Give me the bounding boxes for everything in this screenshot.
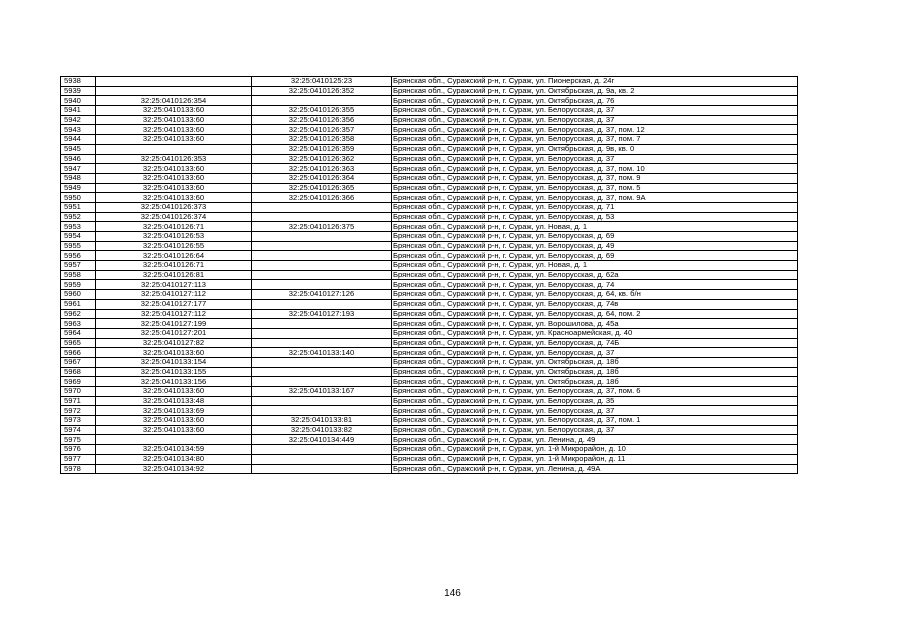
address-cell: Брянская обл., Суражский р-н, г. Сураж, ул. Пионерская, д. 24г bbox=[392, 77, 798, 87]
source-cadastral-number-cell: 32:25:0410126:81 bbox=[96, 270, 252, 280]
cadastral-number-cell bbox=[252, 406, 392, 416]
source-cadastral-number-cell: 32:25:0410133:60 bbox=[96, 193, 252, 203]
source-cadastral-number-cell: 32:25:0410126:53 bbox=[96, 232, 252, 242]
source-cadastral-number-cell: 32:25:0410127:201 bbox=[96, 328, 252, 338]
cadastral-number-cell bbox=[252, 445, 392, 455]
cadastral-number-cell: 32:25:0410126:355 bbox=[252, 106, 392, 116]
address-cell: Брянская обл., Суражский р-н, г. Сураж, ул. Белорусская, д. 37 bbox=[392, 106, 798, 116]
row-number-cell: 5975 bbox=[61, 435, 96, 445]
address-cell: Брянская обл., Суражский р-н, г. Сураж, ул. Ленина, д. 49А bbox=[392, 464, 798, 474]
source-cadastral-number-cell bbox=[96, 77, 252, 87]
address-cell: Брянская обл., Суражский р-н, г. Сураж, ул. Белорусская, д. 37, пом. 6 bbox=[392, 387, 798, 397]
address-cell: Брянская обл., Суражский р-н, г. Сураж, ул. Белорусская, д. 37 bbox=[392, 115, 798, 125]
row-number-cell: 5976 bbox=[61, 445, 96, 455]
table-row bbox=[61, 454, 798, 464]
source-cadastral-number-cell: 32:25:0410127:112 bbox=[96, 309, 252, 319]
registry-table-body bbox=[61, 77, 798, 474]
address-cell: Брянская обл., Суражский р-н, г. Сураж, ул. Белорусская, д. 37, пом. 5 bbox=[392, 183, 798, 193]
address-cell: Брянская обл., Суражский р-н, г. Сураж, ул. Ленина, д. 49 bbox=[392, 435, 798, 445]
table-row bbox=[61, 377, 798, 387]
source-cadastral-number-cell: 32:25:0410133:60 bbox=[96, 348, 252, 358]
cadastral-number-cell bbox=[252, 357, 392, 367]
source-cadastral-number-cell: 32:25:0410126:64 bbox=[96, 251, 252, 261]
source-cadastral-number-cell: 32:25:0410127:113 bbox=[96, 280, 252, 290]
cadastral-number-cell: 32:25:0410126:375 bbox=[252, 222, 392, 232]
table-row bbox=[61, 135, 798, 145]
row-number-cell: 5978 bbox=[61, 464, 96, 474]
row-number-cell: 5968 bbox=[61, 367, 96, 377]
table-row bbox=[61, 367, 798, 377]
cadastral-number-cell bbox=[252, 367, 392, 377]
table-row bbox=[61, 241, 798, 251]
cadastral-number-cell: 32:25:0410133:82 bbox=[252, 425, 392, 435]
source-cadastral-number-cell: 32:25:0410127:177 bbox=[96, 299, 252, 309]
cadastral-number-cell: 32:25:0410134:449 bbox=[252, 435, 392, 445]
table-row bbox=[61, 144, 798, 154]
table-row bbox=[61, 212, 798, 222]
cadastral-number-cell: 32:25:0410126:359 bbox=[252, 144, 392, 154]
row-number-cell: 5959 bbox=[61, 280, 96, 290]
table-row bbox=[61, 290, 798, 300]
cadastral-number-cell: 32:25:0410125:23 bbox=[252, 77, 392, 87]
cadastral-number-cell bbox=[252, 96, 392, 106]
cadastral-number-cell: 32:25:0410126:358 bbox=[252, 135, 392, 145]
address-cell: Брянская обл., Суражский р-н, г. Сураж, ул. Белорусская, д. 74Б bbox=[392, 338, 798, 348]
row-number-cell: 5964 bbox=[61, 328, 96, 338]
row-number-cell: 5944 bbox=[61, 135, 96, 145]
address-cell: Брянская обл., Суражский р-н, г. Сураж, ул. Белорусская, д. 64, кв. б/н bbox=[392, 290, 798, 300]
source-cadastral-number-cell: 32:25:0410126:353 bbox=[96, 154, 252, 164]
table-row bbox=[61, 425, 798, 435]
table-row bbox=[61, 435, 798, 445]
row-number-cell: 5953 bbox=[61, 222, 96, 232]
source-cadastral-number-cell: 32:25:0410126:71 bbox=[96, 261, 252, 271]
cadastral-number-cell bbox=[252, 454, 392, 464]
address-cell: Брянская обл., Суражский р-н, г. Сураж, ул. Октябрьская, д. 76 bbox=[392, 96, 798, 106]
address-cell: Брянская обл., Суражский р-н, г. Сураж, ул. Белорусская, д. 71 bbox=[392, 202, 798, 212]
source-cadastral-number-cell: 32:25:0410126:354 bbox=[96, 96, 252, 106]
source-cadastral-number-cell: 32:25:0410127:112 bbox=[96, 290, 252, 300]
row-number-cell: 5974 bbox=[61, 425, 96, 435]
table-row bbox=[61, 115, 798, 125]
source-cadastral-number-cell: 32:25:0410134:92 bbox=[96, 464, 252, 474]
address-cell: Брянская обл., Суражский р-н, г. Сураж, ул. Белорусская, д. 37 bbox=[392, 406, 798, 416]
source-cadastral-number-cell: 32:25:0410133:60 bbox=[96, 106, 252, 116]
cadastral-registry-table bbox=[60, 76, 798, 474]
source-cadastral-number-cell: 32:25:0410126:55 bbox=[96, 241, 252, 251]
table-row bbox=[61, 280, 798, 290]
address-cell: Брянская обл., Суражский р-н, г. Сураж, ул. Белорусская, д. 74 bbox=[392, 280, 798, 290]
row-number-cell: 5939 bbox=[61, 86, 96, 96]
address-cell: Брянская обл., Суражский р-н, г. Сураж, ул. Белорусская, д. 62а bbox=[392, 270, 798, 280]
table-row bbox=[61, 77, 798, 87]
row-number-cell: 5966 bbox=[61, 348, 96, 358]
cadastral-number-cell bbox=[252, 377, 392, 387]
address-cell: Брянская обл., Суражский р-н, г. Сураж, ул. Октябрьская, д. 9а, кв. 2 bbox=[392, 86, 798, 96]
address-cell: Брянская обл., Суражский р-н, г. Сураж, ул. Белорусская, д. 37, пом. 1 bbox=[392, 416, 798, 426]
address-cell: Брянская обл., Суражский р-н, г. Сураж, ул. Белорусская, д. 37, пом. 9 bbox=[392, 173, 798, 183]
table-row bbox=[61, 299, 798, 309]
cadastral-number-cell: 32:25:0410127:126 bbox=[252, 290, 392, 300]
row-number-cell: 5942 bbox=[61, 115, 96, 125]
source-cadastral-number-cell: 32:25:0410133:154 bbox=[96, 357, 252, 367]
cadastral-number-cell bbox=[252, 338, 392, 348]
table-row bbox=[61, 357, 798, 367]
address-cell: Брянская обл., Суражский р-н, г. Сураж, ул. Белорусская, д. 69 bbox=[392, 251, 798, 261]
address-cell: Брянская обл., Суражский р-н, г. Сураж, ул. 1-й Микрорайон, д. 10 bbox=[392, 445, 798, 455]
source-cadastral-number-cell: 32:25:0410134:59 bbox=[96, 445, 252, 455]
row-number-cell: 5954 bbox=[61, 232, 96, 242]
cadastral-number-cell bbox=[252, 251, 392, 261]
cadastral-number-cell bbox=[252, 396, 392, 406]
table-row bbox=[61, 86, 798, 96]
table-row bbox=[61, 464, 798, 474]
cadastral-number-cell bbox=[252, 328, 392, 338]
row-number-cell: 5941 bbox=[61, 106, 96, 116]
row-number-cell: 5960 bbox=[61, 290, 96, 300]
table-row bbox=[61, 328, 798, 338]
source-cadastral-number-cell: 32:25:0410133:155 bbox=[96, 367, 252, 377]
row-number-cell: 5961 bbox=[61, 299, 96, 309]
source-cadastral-number-cell: 32:25:0410134:80 bbox=[96, 454, 252, 464]
table-row bbox=[61, 232, 798, 242]
table-row bbox=[61, 387, 798, 397]
cadastral-number-cell: 32:25:0410126:356 bbox=[252, 115, 392, 125]
cadastral-number-cell: 32:25:0410133:81 bbox=[252, 416, 392, 426]
row-number-cell: 5947 bbox=[61, 164, 96, 174]
row-number-cell: 5946 bbox=[61, 154, 96, 164]
table-row bbox=[61, 338, 798, 348]
cadastral-number-cell bbox=[252, 299, 392, 309]
address-cell: Брянская обл., Суражский р-н, г. Сураж, ул. Белорусская, д. 74в bbox=[392, 299, 798, 309]
address-cell: Брянская обл., Суражский р-н, г. Сураж, ул. Белорусская, д. 69 bbox=[392, 232, 798, 242]
source-cadastral-number-cell: 32:25:0410133:60 bbox=[96, 387, 252, 397]
cadastral-number-cell: 32:25:0410127:193 bbox=[252, 309, 392, 319]
row-number-cell: 5969 bbox=[61, 377, 96, 387]
source-cadastral-number-cell: 32:25:0410133:60 bbox=[96, 115, 252, 125]
address-cell: Брянская обл., Суражский р-н, г. Сураж, ул. Белорусская, д. 35 bbox=[392, 396, 798, 406]
cadastral-number-cell bbox=[252, 232, 392, 242]
source-cadastral-number-cell: 32:25:0410133:60 bbox=[96, 135, 252, 145]
source-cadastral-number-cell: 32:25:0410133:60 bbox=[96, 183, 252, 193]
table-row bbox=[61, 164, 798, 174]
address-cell: Брянская обл., Суражский р-н, г. Сураж, ул. Белорусская, д. 37 bbox=[392, 154, 798, 164]
source-cadastral-number-cell: 32:25:0410133:156 bbox=[96, 377, 252, 387]
address-cell: Брянская обл., Суражский р-н, г. Сураж, ул. Ворошилова, д. 45а bbox=[392, 319, 798, 329]
source-cadastral-number-cell: 32:25:0410133:60 bbox=[96, 173, 252, 183]
cadastral-number-cell: 32:25:0410133:167 bbox=[252, 387, 392, 397]
source-cadastral-number-cell: 32:25:0410126:374 bbox=[96, 212, 252, 222]
source-cadastral-number-cell: 32:25:0410127:82 bbox=[96, 338, 252, 348]
row-number-cell: 5956 bbox=[61, 251, 96, 261]
row-number-cell: 5967 bbox=[61, 357, 96, 367]
row-number-cell: 5952 bbox=[61, 212, 96, 222]
source-cadastral-number-cell: 32:25:0410133:60 bbox=[96, 425, 252, 435]
row-number-cell: 5948 bbox=[61, 173, 96, 183]
cadastral-number-cell: 32:25:0410126:365 bbox=[252, 183, 392, 193]
source-cadastral-number-cell: 32:25:0410133:60 bbox=[96, 164, 252, 174]
cadastral-number-cell bbox=[252, 241, 392, 251]
cadastral-number-cell: 32:25:0410126:357 bbox=[252, 125, 392, 135]
table-row bbox=[61, 270, 798, 280]
cadastral-number-cell bbox=[252, 212, 392, 222]
table-row bbox=[61, 261, 798, 271]
cadastral-number-cell: 32:25:0410126:363 bbox=[252, 164, 392, 174]
row-number-cell: 5972 bbox=[61, 406, 96, 416]
table-row bbox=[61, 202, 798, 212]
source-cadastral-number-cell: 32:25:0410126:373 bbox=[96, 202, 252, 212]
row-number-cell: 5963 bbox=[61, 319, 96, 329]
address-cell: Брянская обл., Суражский р-н, г. Сураж, ул. Белорусская, д. 37 bbox=[392, 425, 798, 435]
source-cadastral-number-cell bbox=[96, 86, 252, 96]
cadastral-number-cell bbox=[252, 270, 392, 280]
row-number-cell: 5977 bbox=[61, 454, 96, 464]
table-row bbox=[61, 193, 798, 203]
table-row bbox=[61, 125, 798, 135]
row-number-cell: 5958 bbox=[61, 270, 96, 280]
cadastral-number-cell bbox=[252, 202, 392, 212]
address-cell: Брянская обл., Суражский р-н, г. Сураж, ул. Белорусская, д. 64, пом. 2 bbox=[392, 309, 798, 319]
row-number-cell: 5950 bbox=[61, 193, 96, 203]
address-cell: Брянская обл., Суражский р-н, г. Сураж, ул. Октябрьская, д. 18б bbox=[392, 367, 798, 377]
table-row bbox=[61, 416, 798, 426]
row-number-cell: 5945 bbox=[61, 144, 96, 154]
cadastral-number-cell bbox=[252, 261, 392, 271]
address-cell: Брянская обл., Суражский р-н, г. Сураж, ул. Белорусская, д. 37, пом. 12 bbox=[392, 125, 798, 135]
source-cadastral-number-cell: 32:25:0410126:71 bbox=[96, 222, 252, 232]
cadastral-number-cell: 32:25:0410126:362 bbox=[252, 154, 392, 164]
cadastral-number-cell: 32:25:0410126:352 bbox=[252, 86, 392, 96]
row-number-cell: 5955 bbox=[61, 241, 96, 251]
address-cell: Брянская обл., Суражский р-н, г. Сураж, ул. Белорусская, д. 37, пом. 10 bbox=[392, 164, 798, 174]
cadastral-number-cell: 32:25:0410126:364 bbox=[252, 173, 392, 183]
row-number-cell: 5965 bbox=[61, 338, 96, 348]
address-cell: Брянская обл., Суражский р-н, г. Сураж, ул. Октябрьская, д. 18б bbox=[392, 357, 798, 367]
table-row bbox=[61, 309, 798, 319]
source-cadastral-number-cell: 32:25:0410133:60 bbox=[96, 125, 252, 135]
row-number-cell: 5949 bbox=[61, 183, 96, 193]
page-number: 146 bbox=[444, 588, 461, 599]
row-number-cell: 5938 bbox=[61, 77, 96, 87]
row-number-cell: 5943 bbox=[61, 125, 96, 135]
table-row bbox=[61, 106, 798, 116]
cadastral-number-cell bbox=[252, 280, 392, 290]
table-row bbox=[61, 319, 798, 329]
table-row bbox=[61, 222, 798, 232]
address-cell: Брянская обл., Суражский р-н, г. Сураж, ул. Белорусская, д. 37 bbox=[392, 348, 798, 358]
row-number-cell: 5973 bbox=[61, 416, 96, 426]
address-cell: Брянская обл., Суражский р-н, г. Сураж, ул. Белорусская, д. 53 bbox=[392, 212, 798, 222]
address-cell: Брянская обл., Суражский р-н, г. Сураж, ул. 1-й Микрорайон, д. 11 bbox=[392, 454, 798, 464]
address-cell: Брянская обл., Суражский р-н, г. Сураж, ул. Октябрьская, д. 18б bbox=[392, 377, 798, 387]
table-row bbox=[61, 183, 798, 193]
source-cadastral-number-cell: 32:25:0410133:48 bbox=[96, 396, 252, 406]
source-cadastral-number-cell bbox=[96, 144, 252, 154]
source-cadastral-number-cell: 32:25:0410127:199 bbox=[96, 319, 252, 329]
table-row bbox=[61, 96, 798, 106]
address-cell: Брянская обл., Суражский р-н, г. Сураж, ул. Белорусская, д. 37, пом. 7 bbox=[392, 135, 798, 145]
table-row bbox=[61, 154, 798, 164]
table-row bbox=[61, 348, 798, 358]
source-cadastral-number-cell bbox=[96, 435, 252, 445]
address-cell: Брянская обл., Суражский р-н, г. Сураж, ул. Октябрьская, д. 9в, кв. 0 bbox=[392, 144, 798, 154]
row-number-cell: 5951 bbox=[61, 202, 96, 212]
table-row bbox=[61, 396, 798, 406]
table-row bbox=[61, 445, 798, 455]
cadastral-number-cell bbox=[252, 464, 392, 474]
cadastral-number-cell bbox=[252, 319, 392, 329]
address-cell: Брянская обл., Суражский р-н, г. Сураж, ул. Новая, д. 1 bbox=[392, 222, 798, 232]
address-cell: Брянская обл., Суражский р-н, г. Сураж, ул. Новая, д. 1 bbox=[392, 261, 798, 271]
source-cadastral-number-cell: 32:25:0410133:60 bbox=[96, 416, 252, 426]
cadastral-number-cell: 32:25:0410133:140 bbox=[252, 348, 392, 358]
row-number-cell: 5971 bbox=[61, 396, 96, 406]
row-number-cell: 5970 bbox=[61, 387, 96, 397]
table-row bbox=[61, 406, 798, 416]
cadastral-number-cell: 32:25:0410126:366 bbox=[252, 193, 392, 203]
table-row bbox=[61, 251, 798, 261]
row-number-cell: 5957 bbox=[61, 261, 96, 271]
address-cell: Брянская обл., Суражский р-н, г. Сураж, ул. Белорусская, д. 49 bbox=[392, 241, 798, 251]
table-row bbox=[61, 173, 798, 183]
row-number-cell: 5940 bbox=[61, 96, 96, 106]
row-number-cell: 5962 bbox=[61, 309, 96, 319]
source-cadastral-number-cell: 32:25:0410133:69 bbox=[96, 406, 252, 416]
address-cell: Брянская обл., Суражский р-н, г. Сураж, ул. Красноармейская, д. 40 bbox=[392, 328, 798, 338]
address-cell: Брянская обл., Суражский р-н, г. Сураж, ул. Белорусская, д. 37, пом. 9А bbox=[392, 193, 798, 203]
